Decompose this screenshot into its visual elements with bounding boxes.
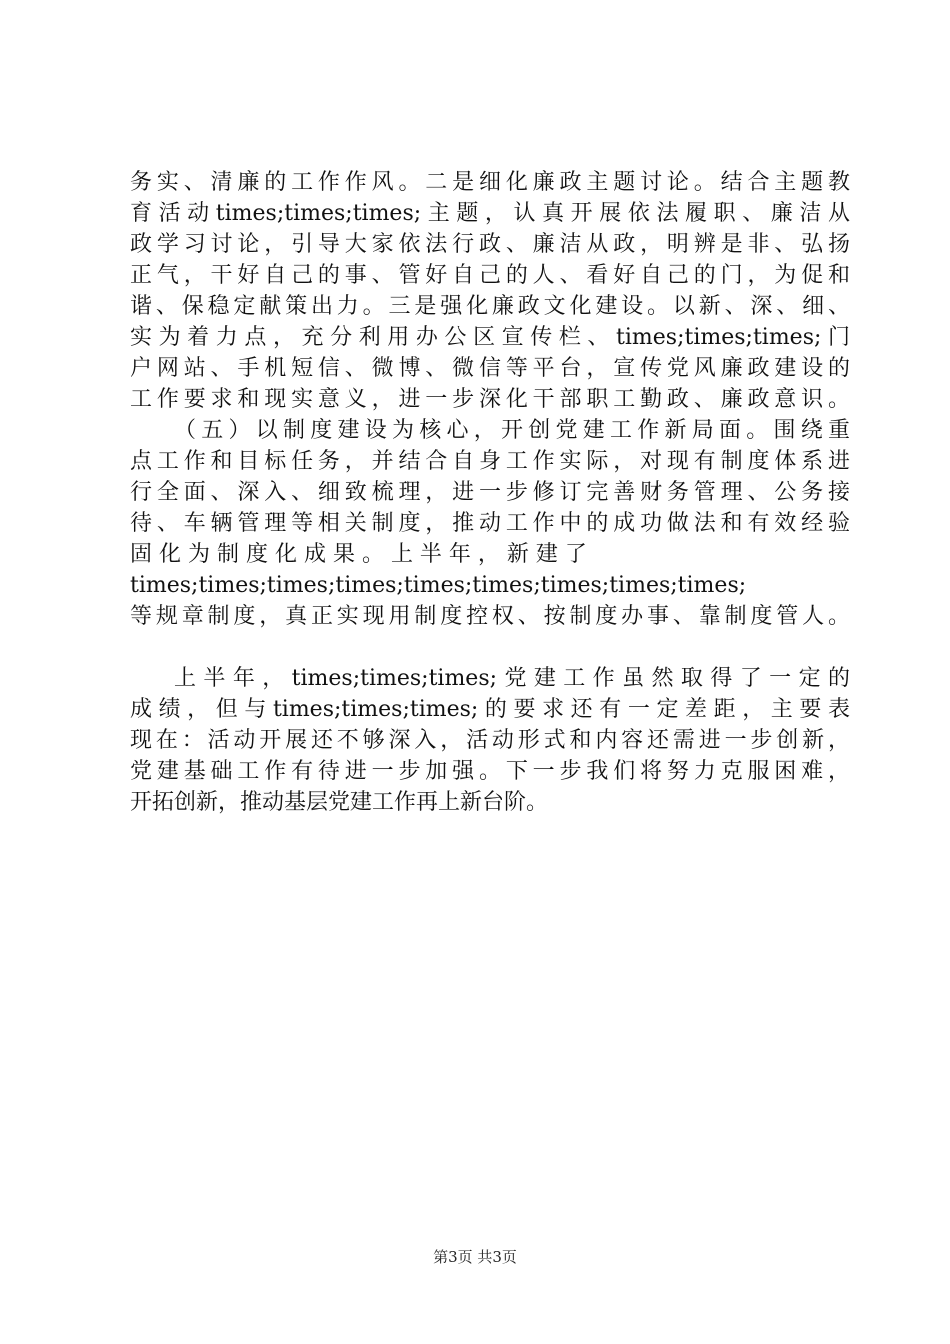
text-line: 党建基础工作有待进一步加强。下一步我们将努力克服困难， [130,759,850,784]
text-line: 务实、清廉的工作作风。二是细化廉政主题讨论。结合主题教 [130,170,850,195]
text-line: times;times;times;times;times;times;times;times;times; [130,573,747,598]
text-line: 户网站、手机短信、微博、微信等平台，宣传党风廉政建设的 [130,356,850,381]
text-line: 点工作和目标任务，并结合自身工作实际，对现有制度体系进 [130,449,850,474]
text-line: 固 化 为 制 度 化 成 果 。 上 半 年 ， 新 建 了 [130,542,587,567]
body-text [130,168,850,848]
paragraph-first-line: 上半年，times;times;times;党建工作虽然取得了一定的 [174,666,850,691]
text-line: 政学习讨论，引导大家依法行政、廉洁从政，明辨是非、弘扬 [130,232,850,257]
paragraph-first-line: （五）以制度建设为核心，开创党建工作新局面。围绕重 [174,418,850,443]
text-line: 工作要求和现实意义，进一步深化干部职工勤政、廉政意识。 [130,387,850,412]
text-line: 现在：活动开展还不够深入，活动形式和内容还需进一步创新， [130,728,850,753]
text-line: 实为着力点，充分利用办公区宣传栏、times;times;times;门 [130,325,850,350]
text-line: 正气，干好自己的事、管好自己的人、看好自己的门，为促和 [130,263,850,288]
text-line: 待、车辆管理等相关制度，推动工作中的成功做法和有效经验 [130,511,850,536]
text-line: 成绩，但与times;times;times;的要求还有一定差距，主要表 [130,697,850,722]
text-line: 行全面、深入、细致梳理，进一步修订完善财务管理、公务接 [130,480,850,505]
text-line: 开拓创新，推动基层党建工作再上新台阶。 [130,790,549,815]
page-footer: 第3页 共3页 [433,1248,517,1266]
text-line: 等规章制度，真正实现用制度控权、按制度办事、靠制度管人。 [130,604,850,629]
text-line: 谐、保稳定献策出力。三是强化廉政文化建设。以新、深、细、 [130,294,850,319]
text-line: 育活动times;times;times;主题，认真开展依法履职、廉洁从 [130,201,850,226]
